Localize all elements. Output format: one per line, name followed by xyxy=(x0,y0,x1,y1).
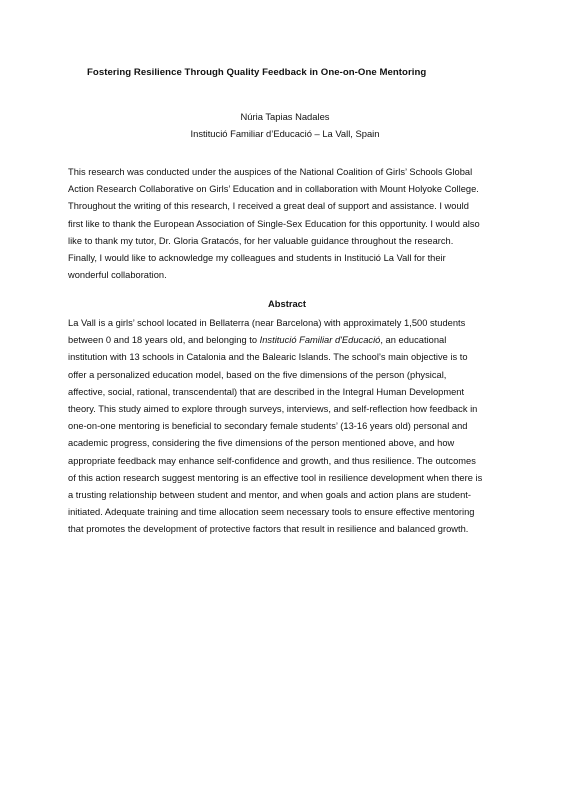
abstract-line: that promotes the development of protective factors that result in resilience and balanced growth. xyxy=(68,524,469,535)
acknowledgement-line: Action Research Collaborative on Girls’ Education and in collaboration with Mount Holyoke College. xyxy=(68,184,479,195)
abstract-line: affective, social, rational, transcendental) that are described in the Integral Human Development xyxy=(68,386,465,397)
acknowledgement-line: first like to thank the European Association of Single-Sex Education for this opportunity. I would also xyxy=(68,218,480,229)
abstract-line: appropriate feedback may enhance self-confidence and growth, and thus resilience. The outcomes xyxy=(68,455,476,466)
abstract-line: theory. This study aimed to explore through surveys, interviews, and self-reflection how feedback in xyxy=(68,403,478,414)
abstract-line xyxy=(68,332,508,349)
acknowledgement-line: This research was conducted under the auspices of the National Coalition of Girls’ Schools Global xyxy=(68,167,473,177)
abstract-line: La Vall is a girls’ school located in Bellaterra (near Barcelona) with approximately 1,500 students xyxy=(68,318,466,328)
abstract-line: of this action research suggest mentoring is an effective tool in resilience development when there is xyxy=(68,472,483,483)
acknowledgement-paragraph xyxy=(68,164,508,284)
abstract-line: one-on-one mentoring is beneficial to secondary female students’ (13-16 years old) personal and xyxy=(68,421,468,432)
abstract-paragraph xyxy=(68,315,508,538)
acknowledgement-line: Throughout the writing of this research, I received a great deal of support and assistance. I would xyxy=(68,201,469,212)
abstract-heading: Abstract xyxy=(267,298,307,309)
acknowledgement-line: like to thank my tutor, Dr. Gloria Gratacós, for her valuable guidance throughout the research. xyxy=(68,235,454,246)
abstract-line: institution with 13 schools in Catalonia and the Balearic Islands. The school’s main objective is to xyxy=(68,352,468,363)
abstract-line: a trusting relationship between student and mentor, and when goals and action plans are student- xyxy=(68,489,471,500)
acknowledgement-line: Finally, I would like to acknowledge my colleagues and students in Institució La Vall for their xyxy=(68,252,446,263)
author-affiliation: Institució Familiar d’Educació – La Vall, Spain xyxy=(190,128,380,139)
abstract-text: between 0 and 18 years old, and belonging to xyxy=(68,335,260,346)
abstract-line: initiated. Adequate training and time allocation seem necessary tools to ensure effective mentoring xyxy=(68,507,475,518)
abstract-line: offer a personalized education model, based on the five dimensions of the person (physical, xyxy=(68,369,447,380)
abstract-text: , an educational xyxy=(380,335,447,346)
author-name: Núria Tapias Nadales xyxy=(240,111,330,122)
institution-name-italic: Institució Familiar d'Educació xyxy=(259,335,381,346)
paper-title: Fostering Resilience Through Quality Feedback in One-on-One Mentoring xyxy=(87,67,427,78)
abstract-line: academic progress, considering the five dimensions of the person mentioned above, and how xyxy=(68,438,455,449)
acknowledgement-line: wonderful collaboration. xyxy=(68,270,167,281)
